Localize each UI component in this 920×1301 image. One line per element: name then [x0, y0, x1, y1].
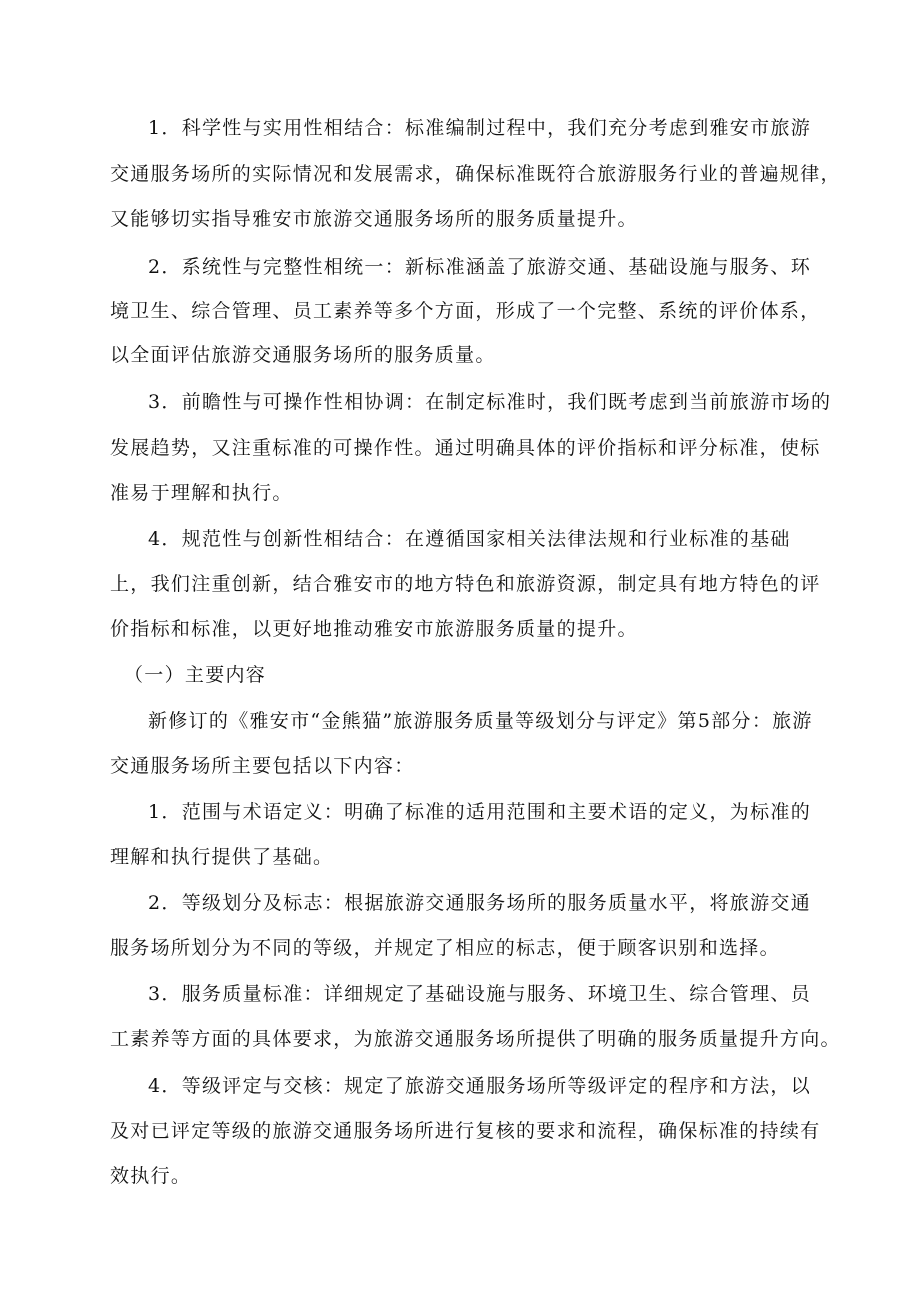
paragraph-1-line-2: 交通服务场所的实际情况和发展需求，确保标准既符合旅游服务行业的普遍规律， [110, 163, 841, 185]
paragraph-4-line-1: 4．规范性与创新性相结合：在遵循国家相关法律法规和行业标准的基础 [148, 528, 791, 550]
paragraph-3-line-2: 发展趋势，又注重标准的可操作性。通过明确具体的评价指标和评分标准，使标 [110, 437, 821, 459]
paragraph-3-line-1: 3．前瞻性与可操作性相协调：在制定标准时，我们既考虑到当前旅游市场的 [148, 391, 832, 413]
paragraph-8-line-1: 3．服务质量标准：详细规定了基础设施与服务、环境卫生、综合管理、员 [148, 983, 811, 1005]
paragraph-2-line-1: 2．系统性与完整性相统一：新标准涵盖了旅游交通、基础设施与服务、环 [148, 256, 811, 278]
paragraph-6-line-2: 理解和执行提供了基础。 [110, 846, 334, 868]
paragraph-7-line-1: 2．等级划分及标志：根据旅游交通服务场所的服务质量水平，将旅游交通 [148, 892, 811, 914]
paragraph-9-line-1: 4．等级评定与交核：规定了旅游交通服务场所等级评定的程序和方法，以 [148, 1075, 811, 1097]
paragraph-3-line-3: 准易于理解和执行。 [110, 482, 293, 504]
paragraph-2-line-2: 境卫生、综合管理、员工素养等多个方面，形成了一个完整、系统的评价体系， [110, 300, 821, 322]
paragraph-9-line-2: 及对已评定等级的旅游交通服务场所进行复核的要求和流程，确保标准的持续有 [110, 1120, 821, 1142]
section-heading: （一）主要内容 [124, 664, 267, 686]
paragraph-1-line-3: 又能够切实指导雅安市旅游交通服务场所的服务质量提升。 [110, 208, 638, 230]
paragraph-7-line-2: 服务场所划分为不同的等级，并规定了相应的标志，便于顾客识别和选择。 [110, 937, 780, 959]
paragraph-1-line-1: 1．科学性与实用性相结合：标准编制过程中，我们充分考虑到雅安市旅游 [148, 117, 811, 139]
paragraph-6-line-1: 1．范围与术语定义：明确了标准的适用范围和主要术语的定义，为标准的 [148, 801, 811, 823]
paragraph-9-line-3: 效执行。 [110, 1165, 192, 1187]
paragraph-2-line-3: 以全面评估旅游交通服务场所的服务质量。 [110, 344, 496, 366]
paragraph-5-line-1: 新修订的《雅安市“金熊猫”旅游服务质量等级划分与评定》第5部分：旅游 [148, 710, 813, 732]
paragraph-4-line-2: 上，我们注重创新，结合雅安市的地方特色和旅游资源，制定具有地方特色的评 [110, 573, 821, 595]
paragraph-5-line-2: 交通服务场所主要包括以下内容： [110, 755, 415, 777]
paragraph-4-line-3: 价指标和标准，以更好地推动雅安市旅游服务质量的提升。 [110, 618, 638, 640]
paragraph-8-line-2: 工素养等方面的具体要求，为旅游交通服务场所提供了明确的服务质量提升方向。 [110, 1028, 841, 1050]
